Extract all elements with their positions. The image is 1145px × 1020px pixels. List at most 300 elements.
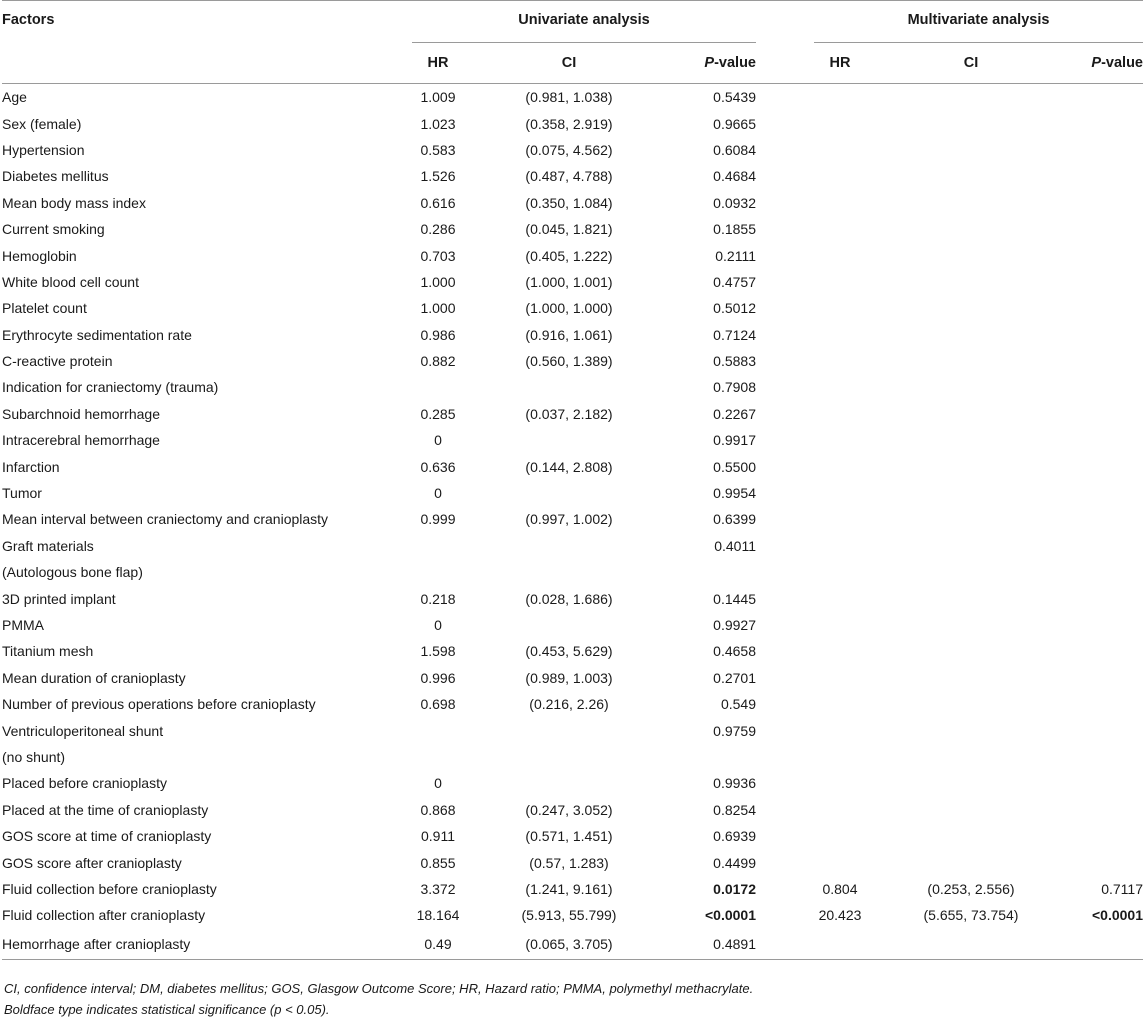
p-multivariate-cell <box>1076 638 1143 664</box>
p-univariate-cell <box>674 559 756 585</box>
ci-univariate-cell: (0.989, 1.003) <box>525 669 613 686</box>
ci-multivariate-cell <box>866 770 1076 796</box>
hr-multivariate-cell <box>814 480 866 506</box>
ci-multivariate-cell <box>866 559 1076 585</box>
table-row <box>2 453 1143 479</box>
ci-multivariate-cell <box>866 717 1076 743</box>
hr-multivariate-cell <box>814 401 866 427</box>
table-row <box>2 163 1143 189</box>
p-multivariate-cell <box>1076 453 1143 479</box>
p-univariate-cell: 0.9936 <box>713 775 756 792</box>
ci-multivariate-cell <box>866 929 1076 960</box>
ci-univariate-cell: (0.487, 4.788) <box>525 168 613 185</box>
factor-cell: Mean body mass index <box>2 194 146 211</box>
hr-univariate-cell <box>412 533 464 559</box>
hr-multivariate-cell <box>814 612 866 638</box>
hr-univariate-cell: 0.616 <box>420 194 456 211</box>
factors-header: Factors <box>2 12 55 28</box>
hr-univariate-cell: 0.911 <box>421 828 455 845</box>
p-multivariate-cell <box>1076 691 1143 717</box>
ci-multivariate-cell <box>866 585 1076 611</box>
factor-cell: (no shunt) <box>2 748 66 765</box>
ci-univariate-cell: (1.000, 1.001) <box>525 273 613 290</box>
hr-univariate-cell: 0.636 <box>420 458 456 475</box>
factor-cell: Placed before cranioplasty <box>2 775 167 792</box>
ci-multivariate-cell: (5.655, 73.754) <box>923 907 1019 924</box>
gap-cell <box>756 585 814 611</box>
table-row <box>2 849 1143 875</box>
hr-univariate-cell: 0.868 <box>420 801 456 818</box>
table-row <box>2 110 1143 136</box>
hr-multivariate-cell <box>814 322 866 348</box>
table-row <box>2 929 1143 960</box>
table-row <box>2 744 1143 770</box>
p-univariate-cell: 0.0932 <box>713 194 756 211</box>
factor-cell: White blood cell count <box>2 273 139 290</box>
hr-univariate-cell: 0 <box>434 432 442 449</box>
p-multivariate-cell <box>1076 533 1143 559</box>
p-univariate-cell: 0.5883 <box>713 353 756 370</box>
gap-cell <box>756 876 814 902</box>
factor-cell: Fluid collection after cranioplasty <box>2 907 206 924</box>
ci-multivariate-cell <box>866 401 1076 427</box>
table-row <box>2 665 1143 691</box>
p-univariate-cell: 0.9927 <box>713 617 756 633</box>
hr-univariate-cell: 0.286 <box>420 221 456 238</box>
ci-multivariate-cell <box>866 427 1076 453</box>
p-multivariate-cell <box>1076 929 1143 960</box>
hr-multivariate-cell <box>814 929 866 960</box>
gap-cell <box>756 453 814 479</box>
p-multivariate-cell <box>1076 295 1143 321</box>
p-univariate-cell: 0.2111 <box>715 247 756 264</box>
hr-univariate-cell: 0.996 <box>420 669 456 686</box>
ci-multivariate-cell <box>866 638 1076 664</box>
p-multivariate-cell: 0.7117 <box>1101 880 1143 897</box>
hr-univariate-cell: 0.49 <box>412 929 464 960</box>
factor-cell: Graft materials <box>2 537 94 554</box>
factor-cell: Infarction <box>2 458 60 475</box>
p-univariate-cell: 0.4658 <box>713 643 756 660</box>
gap-cell <box>756 163 814 189</box>
factor-cell: (Autologous bone flap) <box>2 564 143 581</box>
p-univariate-cell: 0.4011 <box>714 537 756 554</box>
p-univariate-cell: 0.1855 <box>713 221 756 238</box>
hr-multivariate-cell <box>814 849 866 875</box>
table-body <box>2 84 1143 960</box>
p-univariate-cell: 0.9917 <box>713 432 756 449</box>
hr-multivariate-cell <box>814 744 866 770</box>
p-univariate-cell: 0.2267 <box>713 405 756 422</box>
ci-univariate-cell: (0.216, 2.26) <box>529 696 609 713</box>
gap-cell <box>756 797 814 823</box>
factor-cell: Indication for craniectomy (trauma) <box>2 379 219 396</box>
hr-univariate-cell: 3.372 <box>420 880 456 897</box>
table-row <box>2 533 1143 559</box>
hr-multivariate-cell <box>814 691 866 717</box>
hr-univariate-cell: 0.882 <box>420 353 456 370</box>
table-row <box>2 797 1143 823</box>
hr-multivariate-cell <box>814 665 866 691</box>
p-univariate-cell: 0.4757 <box>713 273 756 290</box>
p-univariate-cell: 0.549 <box>720 696 756 713</box>
table-row <box>2 559 1143 585</box>
ci-univariate-cell: (0.560, 1.389) <box>525 353 613 370</box>
gap-cell <box>756 638 814 664</box>
hr-univariate-cell: 0.285 <box>420 405 456 422</box>
p-multivariate-cell <box>1076 348 1143 374</box>
factor-cell: Number of previous operations before cranioplasty <box>2 696 316 713</box>
table-row <box>2 348 1143 374</box>
ci-multivariate-cell <box>866 137 1076 163</box>
hr-univariate-cell <box>412 559 464 585</box>
ci-univariate-cell <box>464 427 674 453</box>
factor-cell: Fluid collection before cranioplasty <box>2 880 217 897</box>
factor-cell: GOS score at time of cranioplasty <box>2 828 212 845</box>
factor-cell: 3D printed implant <box>2 590 116 607</box>
factor-cell: C-reactive protein <box>2 353 113 370</box>
ci-univariate-cell: (0.997, 1.002) <box>525 511 613 528</box>
ci-multivariate-cell <box>866 480 1076 506</box>
hr-header-univariate: HR <box>412 43 464 84</box>
table-row <box>2 638 1143 664</box>
table-row <box>2 427 1143 453</box>
hr-univariate-cell: 0.855 <box>420 854 456 871</box>
ci-multivariate-cell <box>866 322 1076 348</box>
ci-multivariate-cell <box>866 744 1076 770</box>
p-multivariate-cell <box>1076 269 1143 295</box>
gap-cell <box>756 190 814 216</box>
p-univariate-cell: 0.5012 <box>713 300 756 317</box>
hr-multivariate-cell <box>814 84 866 111</box>
factor-cell: Placed at the time of cranioplasty <box>2 801 209 818</box>
ci-univariate-cell <box>464 717 674 743</box>
hr-multivariate-cell <box>814 242 866 268</box>
gap-cell <box>756 691 814 717</box>
p-value-header-multivariate: P-value <box>1076 43 1143 84</box>
gap-cell <box>756 84 814 111</box>
p-multivariate-cell <box>1076 190 1143 216</box>
ci-multivariate-cell <box>866 374 1076 400</box>
ci-multivariate-cell <box>866 533 1076 559</box>
p-value-header-univariate: P-value <box>674 43 756 84</box>
p-multivariate-cell <box>1076 480 1143 506</box>
factor-cell: Sex (female) <box>2 115 82 132</box>
gap-cell <box>756 216 814 242</box>
factor-cell: Erythrocyte sedimentation rate <box>2 326 192 343</box>
p-univariate-cell: 0.8254 <box>713 801 756 818</box>
multivariate-header: Multivariate analysis <box>814 1 1143 43</box>
table-row <box>2 216 1143 242</box>
hr-univariate-cell: 1.000 <box>420 300 456 317</box>
univariate-header: Univariate analysis <box>412 1 756 43</box>
p-multivariate-cell <box>1076 612 1143 638</box>
ci-univariate-cell <box>464 559 674 585</box>
factor-cell: Ventriculoperitoneal shunt <box>2 722 164 739</box>
p-multivariate-cell <box>1076 137 1143 163</box>
ci-multivariate-cell <box>866 665 1076 691</box>
table-row <box>2 374 1143 400</box>
factor-cell: Current smoking <box>2 221 105 238</box>
gap-cell <box>756 770 814 796</box>
hr-multivariate-cell <box>814 770 866 796</box>
ci-header-univariate: CI <box>464 43 674 84</box>
ci-univariate-cell: (0.144, 2.808) <box>525 458 613 475</box>
p-univariate-cell: 0.6939 <box>713 828 756 845</box>
p-multivariate-cell <box>1076 665 1143 691</box>
gap-cell <box>756 533 814 559</box>
hr-header-multivariate: HR <box>814 43 866 84</box>
hr-univariate-cell <box>412 744 464 770</box>
hr-multivariate-cell <box>814 559 866 585</box>
hr-multivariate-cell <box>814 638 866 664</box>
hr-multivariate-cell <box>814 585 866 611</box>
p-univariate-cell: 0.7908 <box>713 379 756 396</box>
hr-multivariate-cell <box>814 797 866 823</box>
ci-univariate-cell <box>464 480 674 506</box>
ci-multivariate-cell <box>866 190 1076 216</box>
ci-multivariate-cell <box>866 295 1076 321</box>
p-univariate-cell: 0.9665 <box>713 115 756 132</box>
p-multivariate-cell <box>1076 110 1143 136</box>
ci-univariate-cell: (0.453, 5.629) <box>525 643 613 660</box>
p-univariate-cell: 0.7124 <box>713 326 756 343</box>
table-row <box>2 322 1143 348</box>
factor-cell: Tumor <box>2 485 42 502</box>
p-multivariate-cell <box>1076 427 1143 453</box>
ci-univariate-cell: (5.913, 55.799) <box>521 907 617 924</box>
gap-cell <box>756 744 814 770</box>
gap-cell <box>756 902 814 928</box>
hr-univariate-cell: 0.986 <box>420 326 456 343</box>
ci-multivariate-cell <box>866 216 1076 242</box>
hr-multivariate-cell <box>814 717 866 743</box>
ci-multivariate-cell <box>866 84 1076 111</box>
p-multivariate-cell <box>1076 823 1143 849</box>
ci-univariate-cell: (0.916, 1.061) <box>525 326 613 343</box>
factor-cell: Hemoglobin <box>2 247 77 264</box>
ci-univariate-cell: (0.571, 1.451) <box>525 828 613 845</box>
p-multivariate-cell <box>1076 322 1143 348</box>
hr-multivariate-cell: 20.423 <box>818 907 862 924</box>
factor-cell: Subarchnoid hemorrhage <box>2 405 160 422</box>
hr-multivariate-cell <box>814 269 866 295</box>
p-univariate-cell: 0.0172 <box>713 880 756 897</box>
p-univariate-cell: <0.0001 <box>705 907 756 924</box>
hr-multivariate-cell <box>814 453 866 479</box>
table-row <box>2 295 1143 321</box>
ci-multivariate-cell <box>866 242 1076 268</box>
table-row <box>2 876 1143 902</box>
ci-univariate-cell: (0.028, 1.686) <box>525 590 613 607</box>
hr-univariate-cell: 0.703 <box>420 247 456 264</box>
footnote-significance: Boldface type indicates statistical significance (p < 0.05). <box>4 1002 330 1017</box>
p-univariate-cell: 0.4499 <box>713 854 756 871</box>
gap-cell <box>756 717 814 743</box>
hr-univariate-cell: 1.009 <box>420 89 456 106</box>
hr-multivariate-cell <box>814 506 866 532</box>
p-univariate-cell: 0.9759 <box>713 722 756 739</box>
hr-univariate-cell: 1.023 <box>420 115 456 132</box>
hr-univariate-cell: 1.000 <box>420 273 456 290</box>
hr-multivariate-cell <box>814 110 866 136</box>
ci-univariate-cell <box>464 770 674 796</box>
hr-univariate-cell: 0.218 <box>420 590 456 607</box>
table-row <box>2 84 1143 111</box>
p-multivariate-cell <box>1076 163 1143 189</box>
table-row <box>2 137 1143 163</box>
ci-multivariate-cell <box>866 797 1076 823</box>
p-multivariate-cell <box>1076 401 1143 427</box>
ci-univariate-cell: (0.350, 1.084) <box>525 194 613 211</box>
ci-univariate-cell: (0.981, 1.038) <box>525 89 613 106</box>
hr-multivariate-cell <box>814 190 866 216</box>
table-row <box>2 401 1143 427</box>
hr-multivariate-cell <box>814 163 866 189</box>
hr-multivariate-cell: 0.804 <box>822 880 858 897</box>
factor-cell: Titanium mesh <box>2 643 94 660</box>
table-row <box>2 242 1143 268</box>
p-univariate-cell: 0.9954 <box>713 485 756 502</box>
factor-cell: Hemorrhage after cranioplasty <box>2 929 412 960</box>
p-multivariate-cell <box>1076 849 1143 875</box>
gap-cell <box>756 242 814 268</box>
p-multivariate-cell <box>1076 216 1143 242</box>
p-multivariate-cell <box>1076 717 1143 743</box>
p-multivariate-cell <box>1076 744 1143 770</box>
ci-multivariate-cell <box>866 506 1076 532</box>
ci-univariate-cell <box>464 533 674 559</box>
gap-cell <box>756 295 814 321</box>
gap-cell <box>756 374 814 400</box>
p-univariate-cell <box>674 744 756 770</box>
factor-cell: Age <box>2 89 27 106</box>
factor-cell: Intracerebral hemorrhage <box>2 432 160 449</box>
ci-univariate-cell: (0.247, 3.052) <box>525 801 613 818</box>
factor-cell: PMMA <box>2 617 44 633</box>
hr-multivariate-cell <box>814 823 866 849</box>
p-multivariate-cell <box>1076 242 1143 268</box>
hr-univariate-cell <box>412 717 464 743</box>
gap-cell <box>756 665 814 691</box>
gap-cell <box>756 348 814 374</box>
table-row <box>2 770 1143 796</box>
table-row <box>2 480 1143 506</box>
p-univariate-cell: 0.6084 <box>713 141 756 158</box>
hr-multivariate-cell <box>814 374 866 400</box>
p-univariate-cell: 0.4891 <box>674 929 756 960</box>
table-row <box>2 902 1143 928</box>
p-multivariate-cell <box>1076 506 1143 532</box>
hr-univariate-cell: 0 <box>434 617 442 633</box>
ci-multivariate-cell <box>866 163 1076 189</box>
gap-cell <box>756 401 814 427</box>
factor-cell: Diabetes mellitus <box>2 168 109 185</box>
p-univariate-cell: 0.1445 <box>713 590 756 607</box>
gap-cell <box>756 137 814 163</box>
table-row <box>2 691 1143 717</box>
ci-univariate-cell: (1.000, 1.000) <box>525 300 613 317</box>
gap-cell <box>756 427 814 453</box>
ci-multivariate-cell <box>866 849 1076 875</box>
ci-multivariate-cell: (0.253, 2.556) <box>927 880 1015 897</box>
factor-cell: Hypertension <box>2 141 85 158</box>
hr-multivariate-cell <box>814 216 866 242</box>
p-multivariate-cell <box>1076 797 1143 823</box>
hr-univariate-cell: 0.698 <box>420 696 456 713</box>
hr-multivariate-cell <box>814 427 866 453</box>
table-row <box>2 190 1143 216</box>
hr-univariate-cell: 1.526 <box>420 168 456 185</box>
ci-univariate-cell <box>464 744 674 770</box>
ci-multivariate-cell <box>866 269 1076 295</box>
hr-multivariate-cell <box>814 137 866 163</box>
gap-cell <box>756 612 814 638</box>
ci-univariate-cell: (0.045, 1.821) <box>525 221 613 238</box>
table-row <box>2 612 1143 638</box>
hr-univariate-cell: 0.583 <box>420 141 456 158</box>
hr-univariate-cell: 0 <box>434 775 442 792</box>
p-multivariate-cell <box>1076 770 1143 796</box>
ci-univariate-cell: (1.241, 9.161) <box>525 880 613 897</box>
gap-cell <box>756 269 814 295</box>
p-univariate-cell: 0.5500 <box>713 458 756 475</box>
hr-univariate-cell: 18.164 <box>416 907 460 924</box>
table-row <box>2 717 1143 743</box>
gap-cell <box>756 322 814 348</box>
ci-univariate-cell: (0.358, 2.919) <box>525 115 613 132</box>
ci-univariate-cell: (0.57, 1.283) <box>529 854 609 871</box>
header-row-groups <box>2 1 1143 43</box>
gap-cell <box>756 929 814 960</box>
p-multivariate-cell <box>1076 559 1143 585</box>
hr-univariate-cell: 0.999 <box>420 511 456 528</box>
ci-multivariate-cell <box>866 453 1076 479</box>
ci-univariate-cell: (0.065, 3.705) <box>464 929 674 960</box>
ci-univariate-cell: (0.075, 4.562) <box>525 141 613 158</box>
hr-multivariate-cell <box>814 348 866 374</box>
p-multivariate-cell <box>1076 585 1143 611</box>
p-univariate-cell: 0.4684 <box>713 168 756 185</box>
hr-univariate-cell: 1.598 <box>420 643 456 660</box>
p-multivariate-cell <box>1076 84 1143 111</box>
ci-univariate-cell <box>464 612 674 638</box>
gap-cell <box>756 506 814 532</box>
gap-cell <box>756 110 814 136</box>
table-row <box>2 585 1143 611</box>
hr-multivariate-cell <box>814 295 866 321</box>
p-univariate-cell: 0.2701 <box>713 669 756 686</box>
header-row-columns <box>2 43 1143 84</box>
p-multivariate-cell: <0.0001 <box>1092 907 1143 924</box>
factor-cell: Platelet count <box>2 300 87 317</box>
factor-cell: Mean duration of cranioplasty <box>2 669 186 686</box>
ci-univariate-cell <box>464 374 674 400</box>
ci-multivariate-cell <box>866 612 1076 638</box>
ci-multivariate-cell <box>866 110 1076 136</box>
gap-cell <box>756 559 814 585</box>
footnote-abbreviations: CI, confidence interval; DM, diabetes mellitus; GOS, Glasgow Outcome Score; HR, Hazard ratio; PMMA, polymethyl methacrylate. <box>4 981 754 996</box>
p-multivariate-cell <box>1076 374 1143 400</box>
hr-univariate-cell <box>412 374 464 400</box>
factor-cell: GOS score after cranioplasty <box>2 854 182 871</box>
p-univariate-cell: 0.6399 <box>713 511 756 528</box>
table-row <box>2 823 1143 849</box>
ci-header-multivariate: CI <box>866 43 1076 84</box>
p-univariate-cell: 0.5439 <box>713 89 756 106</box>
ci-multivariate-cell <box>866 823 1076 849</box>
table-footnotes <box>4 978 753 1020</box>
